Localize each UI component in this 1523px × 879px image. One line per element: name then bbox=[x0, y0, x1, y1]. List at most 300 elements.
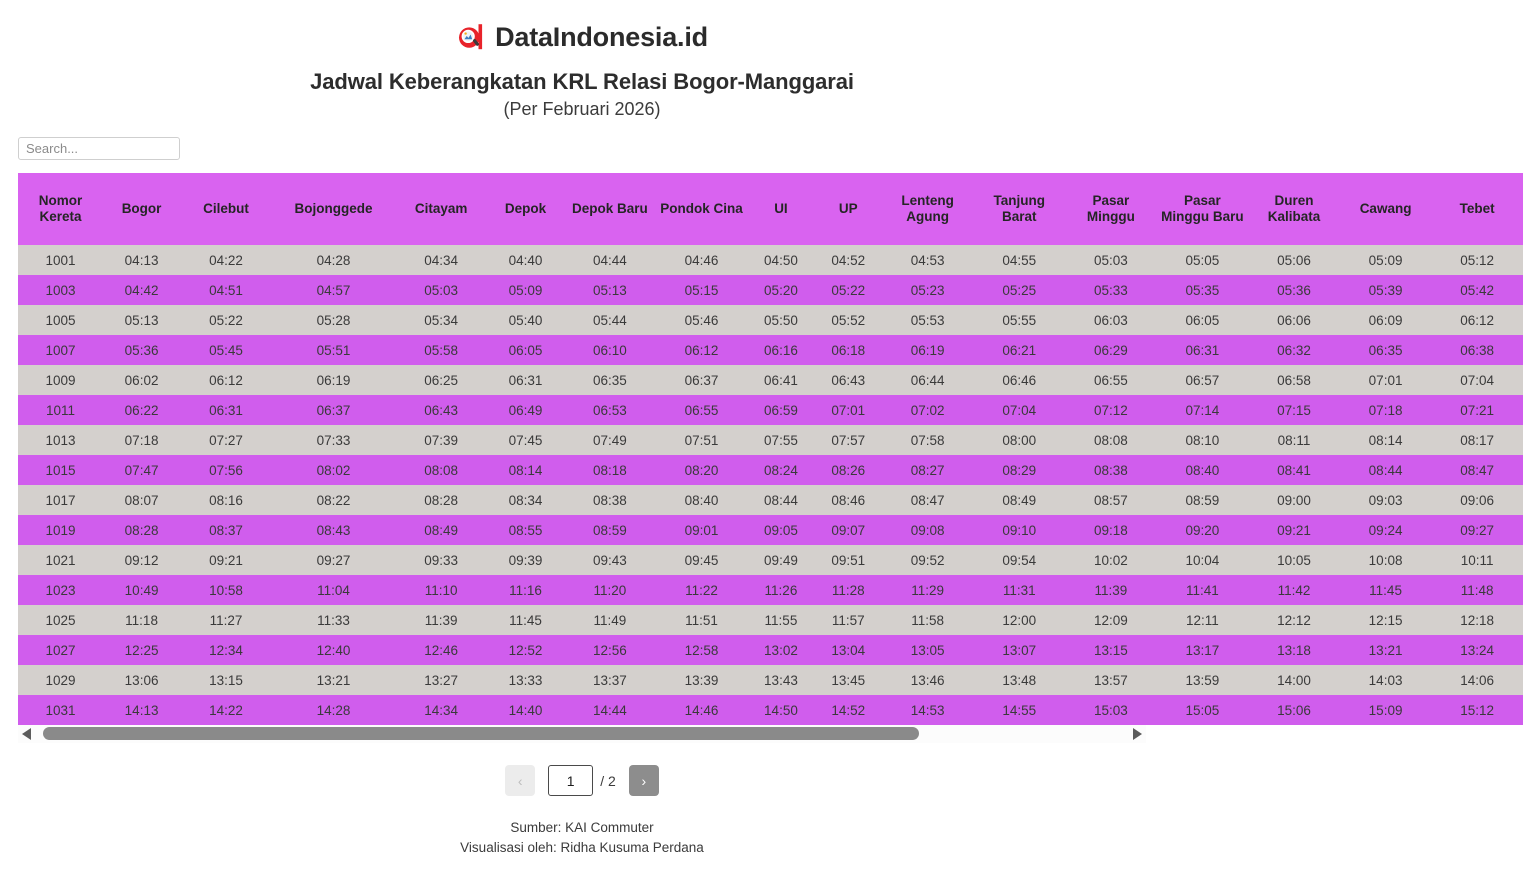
departure-time-cell: 08:37 bbox=[180, 515, 272, 545]
table-row bbox=[18, 305, 1523, 335]
departure-time-cell: 05:50 bbox=[747, 305, 814, 335]
departure-time-cell: 14:52 bbox=[815, 695, 882, 725]
departure-time-cell: 07:27 bbox=[180, 425, 272, 455]
departure-time-cell: 06:35 bbox=[1340, 335, 1432, 365]
departure-time-cell: 06:43 bbox=[395, 395, 487, 425]
departure-time-cell: 04:28 bbox=[272, 245, 396, 275]
departure-time-cell: 11:39 bbox=[395, 605, 487, 635]
departure-time-cell: 04:50 bbox=[747, 245, 814, 275]
column-header[interactable]: Bojonggede bbox=[272, 173, 396, 245]
departure-time-cell: 08:10 bbox=[1157, 425, 1249, 455]
table-row bbox=[18, 605, 1523, 635]
train-number-cell: 1007 bbox=[18, 335, 103, 365]
train-number-cell: 1027 bbox=[18, 635, 103, 665]
triangle-right-icon[interactable] bbox=[1129, 725, 1146, 743]
departure-time-cell: 06:57 bbox=[1157, 365, 1249, 395]
table-row bbox=[18, 515, 1523, 545]
departure-time-cell: 05:23 bbox=[882, 275, 974, 305]
departure-time-cell: 06:22 bbox=[103, 395, 180, 425]
departure-time-cell: 04:40 bbox=[487, 245, 564, 275]
departure-time-cell: 04:42 bbox=[103, 275, 180, 305]
column-header[interactable]: UP bbox=[815, 173, 882, 245]
column-header[interactable]: Depok bbox=[487, 173, 564, 245]
departure-time-cell: 11:28 bbox=[815, 575, 882, 605]
departure-time-cell: 05:35 bbox=[1157, 275, 1249, 305]
departure-time-cell: 06:38 bbox=[1431, 335, 1523, 365]
departure-time-cell: 08:43 bbox=[272, 515, 396, 545]
column-header[interactable]: Tanjung Barat bbox=[973, 173, 1065, 245]
departure-time-cell: 08:27 bbox=[882, 455, 974, 485]
departure-time-cell: 08:38 bbox=[564, 485, 656, 515]
train-number-cell: 1005 bbox=[18, 305, 103, 335]
departure-time-cell: 04:51 bbox=[180, 275, 272, 305]
table-row bbox=[18, 455, 1523, 485]
departure-time-cell: 09:06 bbox=[1431, 485, 1523, 515]
column-header[interactable]: Citayam bbox=[395, 173, 487, 245]
departure-time-cell: 05:58 bbox=[395, 335, 487, 365]
departure-time-cell: 06:02 bbox=[103, 365, 180, 395]
departure-time-cell: 11:45 bbox=[1340, 575, 1432, 605]
departure-time-cell: 13:15 bbox=[1065, 635, 1157, 665]
departure-time-cell: 05:36 bbox=[103, 335, 180, 365]
departure-time-cell: 13:48 bbox=[973, 665, 1065, 695]
departure-time-cell: 13:17 bbox=[1157, 635, 1249, 665]
departure-time-cell: 06:09 bbox=[1340, 305, 1432, 335]
departure-time-cell: 04:52 bbox=[815, 245, 882, 275]
departure-time-cell: 11:20 bbox=[564, 575, 656, 605]
departure-time-cell: 05:55 bbox=[973, 305, 1065, 335]
departure-time-cell: 09:10 bbox=[973, 515, 1065, 545]
table-row bbox=[18, 335, 1523, 365]
departure-time-cell: 06:19 bbox=[272, 365, 396, 395]
departure-time-cell: 11:48 bbox=[1431, 575, 1523, 605]
departure-time-cell: 08:17 bbox=[1431, 425, 1523, 455]
page-number-input[interactable] bbox=[548, 765, 593, 796]
departure-time-cell: 06:44 bbox=[882, 365, 974, 395]
departure-time-cell: 05:36 bbox=[1248, 275, 1340, 305]
departure-time-cell: 14:46 bbox=[656, 695, 748, 725]
departure-time-cell: 08:34 bbox=[487, 485, 564, 515]
column-header[interactable]: Pasar Minggu Baru bbox=[1157, 173, 1249, 245]
table-row bbox=[18, 275, 1523, 305]
departure-time-cell: 08:20 bbox=[656, 455, 748, 485]
departure-time-cell: 15:12 bbox=[1431, 695, 1523, 725]
scrollbar-track[interactable] bbox=[35, 725, 1129, 743]
table-body bbox=[18, 245, 1523, 725]
table-row bbox=[18, 575, 1523, 605]
departure-time-cell: 12:11 bbox=[1157, 605, 1249, 635]
departure-time-cell: 08:57 bbox=[1065, 485, 1157, 515]
page-subtitle: (Per Februari 2026) bbox=[503, 99, 661, 119]
departure-time-cell: 04:44 bbox=[564, 245, 656, 275]
departure-time-cell: 06:37 bbox=[656, 365, 748, 395]
departure-time-cell: 11:18 bbox=[103, 605, 180, 635]
departure-time-cell: 11:33 bbox=[272, 605, 396, 635]
footer bbox=[0, 818, 1164, 859]
column-header[interactable]: UI bbox=[747, 173, 814, 245]
departure-time-cell: 12:15 bbox=[1340, 605, 1432, 635]
departure-time-cell: 07:04 bbox=[973, 395, 1065, 425]
departure-time-cell: 10:58 bbox=[180, 575, 272, 605]
column-header[interactable]: Lenteng Agung bbox=[882, 173, 974, 245]
departure-time-cell: 11:45 bbox=[487, 605, 564, 635]
departure-time-cell: 08:11 bbox=[1248, 425, 1340, 455]
departure-time-cell: 13:37 bbox=[564, 665, 656, 695]
departure-time-cell: 13:33 bbox=[487, 665, 564, 695]
departure-time-cell: 05:13 bbox=[103, 305, 180, 335]
departure-time-cell: 11:55 bbox=[747, 605, 814, 635]
departure-time-cell: 11:27 bbox=[180, 605, 272, 635]
column-header[interactable]: Pasar Minggu bbox=[1065, 173, 1157, 245]
magnifier-d-logo-icon bbox=[456, 22, 486, 52]
departure-time-cell: 11:29 bbox=[882, 575, 974, 605]
train-number-cell: 1021 bbox=[18, 545, 103, 575]
column-header[interactable]: Cawang bbox=[1340, 173, 1432, 245]
departure-time-cell: 14:40 bbox=[487, 695, 564, 725]
departure-time-cell: 07:57 bbox=[815, 425, 882, 455]
departure-time-cell: 09:39 bbox=[487, 545, 564, 575]
departure-time-cell: 14:00 bbox=[1248, 665, 1340, 695]
total-pages-label: / 2 bbox=[600, 772, 616, 789]
train-number-cell: 1009 bbox=[18, 365, 103, 395]
departure-time-cell: 09:43 bbox=[564, 545, 656, 575]
train-number-cell: 1017 bbox=[18, 485, 103, 515]
departure-time-cell: 08:14 bbox=[1340, 425, 1432, 455]
departure-time-cell: 05:28 bbox=[272, 305, 396, 335]
departure-time-cell: 06:58 bbox=[1248, 365, 1340, 395]
departure-time-cell: 09:21 bbox=[180, 545, 272, 575]
departure-time-cell: 09:45 bbox=[656, 545, 748, 575]
departure-time-cell: 15:03 bbox=[1065, 695, 1157, 725]
departure-time-cell: 08:44 bbox=[1340, 455, 1432, 485]
departure-time-cell: 06:41 bbox=[747, 365, 814, 395]
departure-time-cell: 09:24 bbox=[1340, 515, 1432, 545]
footer-source: Sumber: KAI Commuter bbox=[510, 820, 654, 835]
departure-time-cell: 08:40 bbox=[656, 485, 748, 515]
departure-time-cell: 06:31 bbox=[180, 395, 272, 425]
departure-time-cell: 04:46 bbox=[656, 245, 748, 275]
departure-time-cell: 05:52 bbox=[815, 305, 882, 335]
departure-time-cell: 05:53 bbox=[882, 305, 974, 335]
triangle-left-icon[interactable] bbox=[18, 725, 35, 743]
departure-time-cell: 13:43 bbox=[747, 665, 814, 695]
departure-time-cell: 05:40 bbox=[487, 305, 564, 335]
departure-time-cell: 15:06 bbox=[1248, 695, 1340, 725]
departure-time-cell: 12:34 bbox=[180, 635, 272, 665]
departure-time-cell: 13:06 bbox=[103, 665, 180, 695]
departure-time-cell: 08:40 bbox=[1157, 455, 1249, 485]
table-row bbox=[18, 365, 1523, 395]
departure-time-cell: 05:39 bbox=[1340, 275, 1432, 305]
departure-time-cell: 08:59 bbox=[1157, 485, 1249, 515]
departure-time-cell: 08:55 bbox=[487, 515, 564, 545]
previous-page-button[interactable]: ‹ bbox=[505, 765, 535, 796]
train-number-cell: 1013 bbox=[18, 425, 103, 455]
schedule-table-viewport bbox=[18, 173, 1495, 725]
departure-time-cell: 08:47 bbox=[882, 485, 974, 515]
departure-time-cell: 07:01 bbox=[815, 395, 882, 425]
departure-time-cell: 15:09 bbox=[1340, 695, 1432, 725]
departure-time-cell: 05:09 bbox=[487, 275, 564, 305]
departure-time-cell: 14:53 bbox=[882, 695, 974, 725]
departure-time-cell: 04:57 bbox=[272, 275, 396, 305]
departure-time-cell: 06:55 bbox=[1065, 365, 1157, 395]
search-input[interactable] bbox=[18, 137, 180, 160]
departure-time-cell: 11:42 bbox=[1248, 575, 1340, 605]
departure-time-cell: 08:24 bbox=[747, 455, 814, 485]
departure-time-cell: 07:12 bbox=[1065, 395, 1157, 425]
departure-time-cell: 05:03 bbox=[395, 275, 487, 305]
column-header[interactable]: Depok Baru bbox=[564, 173, 656, 245]
departure-time-cell: 06:55 bbox=[656, 395, 748, 425]
departure-time-cell: 06:05 bbox=[487, 335, 564, 365]
departure-time-cell: 13:45 bbox=[815, 665, 882, 695]
departure-time-cell: 07:02 bbox=[882, 395, 974, 425]
horizontal-scrollbar[interactable] bbox=[18, 725, 1146, 743]
departure-time-cell: 13:21 bbox=[1340, 635, 1432, 665]
departure-time-cell: 09:21 bbox=[1248, 515, 1340, 545]
departure-time-cell: 14:34 bbox=[395, 695, 487, 725]
departure-time-cell: 13:15 bbox=[180, 665, 272, 695]
departure-time-cell: 09:49 bbox=[747, 545, 814, 575]
departure-time-cell: 06:16 bbox=[747, 335, 814, 365]
departure-time-cell: 11:22 bbox=[656, 575, 748, 605]
departure-time-cell: 04:22 bbox=[180, 245, 272, 275]
departure-time-cell: 13:27 bbox=[395, 665, 487, 695]
departure-time-cell: 05:13 bbox=[564, 275, 656, 305]
departure-time-cell: 08:29 bbox=[973, 455, 1065, 485]
departure-time-cell: 11:51 bbox=[656, 605, 748, 635]
departure-time-cell: 13:04 bbox=[815, 635, 882, 665]
departure-time-cell: 05:51 bbox=[272, 335, 396, 365]
departure-time-cell: 05:45 bbox=[180, 335, 272, 365]
departure-time-cell: 07:51 bbox=[656, 425, 748, 455]
departure-time-cell: 07:21 bbox=[1431, 395, 1523, 425]
departure-time-cell: 08:08 bbox=[1065, 425, 1157, 455]
train-number-cell: 1003 bbox=[18, 275, 103, 305]
departure-time-cell: 05:46 bbox=[656, 305, 748, 335]
column-header[interactable]: Nomor Kereta bbox=[18, 173, 103, 245]
departure-time-cell: 06:12 bbox=[1431, 305, 1523, 335]
departure-time-cell: 05:22 bbox=[180, 305, 272, 335]
departure-time-cell: 05:44 bbox=[564, 305, 656, 335]
departure-time-cell: 09:27 bbox=[1431, 515, 1523, 545]
departure-time-cell: 08:44 bbox=[747, 485, 814, 515]
table-row bbox=[18, 395, 1523, 425]
departure-time-cell: 10:04 bbox=[1157, 545, 1249, 575]
departure-time-cell: 08:47 bbox=[1431, 455, 1523, 485]
departure-time-cell: 11:16 bbox=[487, 575, 564, 605]
departure-time-cell: 13:05 bbox=[882, 635, 974, 665]
departure-time-cell: 09:03 bbox=[1340, 485, 1432, 515]
departure-time-cell: 11:04 bbox=[272, 575, 396, 605]
departure-time-cell: 08:26 bbox=[815, 455, 882, 485]
departure-time-cell: 14:22 bbox=[180, 695, 272, 725]
departure-time-cell: 05:12 bbox=[1431, 245, 1523, 275]
departure-time-cell: 07:18 bbox=[103, 425, 180, 455]
pagination bbox=[0, 765, 1164, 796]
departure-time-cell: 12:58 bbox=[656, 635, 748, 665]
search-area bbox=[0, 120, 1164, 160]
train-number-cell: 1019 bbox=[18, 515, 103, 545]
train-number-cell: 1015 bbox=[18, 455, 103, 485]
table-row bbox=[18, 635, 1523, 665]
train-number-cell: 1025 bbox=[18, 605, 103, 635]
footer-credit: Visualisasi oleh: Ridha Kusuma Perdana bbox=[460, 840, 704, 856]
departure-time-cell: 05:25 bbox=[973, 275, 1065, 305]
departure-time-cell: 04:34 bbox=[395, 245, 487, 275]
departure-time-cell: 10:05 bbox=[1248, 545, 1340, 575]
departure-time-cell: 06:12 bbox=[180, 365, 272, 395]
train-number-cell: 1011 bbox=[18, 395, 103, 425]
departure-time-cell: 09:12 bbox=[103, 545, 180, 575]
table-row bbox=[18, 545, 1523, 575]
departure-time-cell: 14:06 bbox=[1431, 665, 1523, 695]
departure-time-cell: 10:08 bbox=[1340, 545, 1432, 575]
header-row bbox=[18, 173, 1523, 245]
departure-time-cell: 06:31 bbox=[487, 365, 564, 395]
departure-time-cell: 09:18 bbox=[1065, 515, 1157, 545]
departure-time-cell: 12:56 bbox=[564, 635, 656, 665]
departure-time-cell: 10:49 bbox=[103, 575, 180, 605]
column-header[interactable]: Tebet bbox=[1431, 173, 1523, 245]
table-head bbox=[18, 173, 1523, 245]
departure-time-cell: 11:39 bbox=[1065, 575, 1157, 605]
departure-time-cell: 11:10 bbox=[395, 575, 487, 605]
departure-time-cell: 06:32 bbox=[1248, 335, 1340, 365]
departure-time-cell: 12:25 bbox=[103, 635, 180, 665]
departure-time-cell: 06:53 bbox=[564, 395, 656, 425]
departure-time-cell: 13:18 bbox=[1248, 635, 1340, 665]
column-header[interactable]: Duren Kalibata bbox=[1248, 173, 1340, 245]
departure-time-cell: 13:24 bbox=[1431, 635, 1523, 665]
departure-time-cell: 07:04 bbox=[1431, 365, 1523, 395]
next-page-button[interactable]: › bbox=[629, 765, 659, 796]
departure-time-cell: 13:07 bbox=[973, 635, 1065, 665]
departure-time-cell: 11:49 bbox=[564, 605, 656, 635]
departure-time-cell: 08:08 bbox=[395, 455, 487, 485]
departure-time-cell: 04:53 bbox=[882, 245, 974, 275]
departure-time-cell: 12:52 bbox=[487, 635, 564, 665]
departure-time-cell: 05:20 bbox=[747, 275, 814, 305]
departure-time-cell: 09:01 bbox=[656, 515, 748, 545]
departure-time-cell: 07:45 bbox=[487, 425, 564, 455]
departure-time-cell: 06:25 bbox=[395, 365, 487, 395]
departure-time-cell: 08:22 bbox=[272, 485, 396, 515]
departure-time-cell: 08:49 bbox=[973, 485, 1065, 515]
departure-time-cell: 08:16 bbox=[180, 485, 272, 515]
table-row bbox=[18, 425, 1523, 455]
departure-time-cell: 08:02 bbox=[272, 455, 396, 485]
departure-time-cell: 09:00 bbox=[1248, 485, 1340, 515]
departure-time-cell: 07:55 bbox=[747, 425, 814, 455]
departure-time-cell: 08:00 bbox=[973, 425, 1065, 455]
departure-time-cell: 04:13 bbox=[103, 245, 180, 275]
departure-time-cell: 07:47 bbox=[103, 455, 180, 485]
departure-time-cell: 08:59 bbox=[564, 515, 656, 545]
departure-time-cell: 05:09 bbox=[1340, 245, 1432, 275]
departure-time-cell: 09:51 bbox=[815, 545, 882, 575]
departure-time-cell: 13:39 bbox=[656, 665, 748, 695]
departure-time-cell: 09:54 bbox=[973, 545, 1065, 575]
departure-time-cell: 05:05 bbox=[1157, 245, 1249, 275]
departure-time-cell: 08:46 bbox=[815, 485, 882, 515]
departure-time-cell: 09:52 bbox=[882, 545, 974, 575]
departure-time-cell: 06:06 bbox=[1248, 305, 1340, 335]
table-row bbox=[18, 695, 1523, 725]
departure-time-cell: 07:56 bbox=[180, 455, 272, 485]
departure-time-cell: 12:46 bbox=[395, 635, 487, 665]
departure-time-cell: 14:13 bbox=[103, 695, 180, 725]
departure-time-cell: 08:18 bbox=[564, 455, 656, 485]
table-row bbox=[18, 485, 1523, 515]
departure-time-cell: 09:20 bbox=[1157, 515, 1249, 545]
departure-time-cell: 04:55 bbox=[973, 245, 1065, 275]
departure-time-cell: 06:12 bbox=[656, 335, 748, 365]
departure-time-cell: 12:40 bbox=[272, 635, 396, 665]
departure-time-cell: 13:02 bbox=[747, 635, 814, 665]
departure-time-cell: 13:21 bbox=[272, 665, 396, 695]
departure-time-cell: 12:00 bbox=[973, 605, 1065, 635]
scrollbar-thumb[interactable] bbox=[43, 727, 919, 740]
departure-time-cell: 14:50 bbox=[747, 695, 814, 725]
departure-time-cell: 05:42 bbox=[1431, 275, 1523, 305]
departure-time-cell: 05:03 bbox=[1065, 245, 1157, 275]
departure-time-cell: 14:44 bbox=[564, 695, 656, 725]
departure-time-cell: 07:15 bbox=[1248, 395, 1340, 425]
departure-time-cell: 06:46 bbox=[973, 365, 1065, 395]
column-header[interactable]: Pondok Cina bbox=[656, 173, 748, 245]
column-header[interactable]: Bogor bbox=[103, 173, 180, 245]
departure-time-cell: 07:58 bbox=[882, 425, 974, 455]
departure-time-cell: 09:05 bbox=[747, 515, 814, 545]
departure-time-cell: 13:57 bbox=[1065, 665, 1157, 695]
train-number-cell: 1023 bbox=[18, 575, 103, 605]
train-number-cell: 1031 bbox=[18, 695, 103, 725]
departure-time-cell: 05:15 bbox=[656, 275, 748, 305]
column-header[interactable]: Cilebut bbox=[180, 173, 272, 245]
departure-time-cell: 13:46 bbox=[882, 665, 974, 695]
departure-time-cell: 11:58 bbox=[882, 605, 974, 635]
departure-time-cell: 11:26 bbox=[747, 575, 814, 605]
train-number-cell: 1029 bbox=[18, 665, 103, 695]
departure-time-cell: 06:10 bbox=[564, 335, 656, 365]
departure-time-cell: 12:12 bbox=[1248, 605, 1340, 635]
departure-time-cell: 06:18 bbox=[815, 335, 882, 365]
departure-time-cell: 06:29 bbox=[1065, 335, 1157, 365]
departure-time-cell: 09:33 bbox=[395, 545, 487, 575]
departure-time-cell: 07:33 bbox=[272, 425, 396, 455]
departure-time-cell: 08:14 bbox=[487, 455, 564, 485]
departure-time-cell: 07:39 bbox=[395, 425, 487, 455]
schedule-table bbox=[18, 173, 1523, 725]
departure-time-cell: 09:27 bbox=[272, 545, 396, 575]
departure-time-cell: 15:05 bbox=[1157, 695, 1249, 725]
departure-time-cell: 06:43 bbox=[815, 365, 882, 395]
departure-time-cell: 12:18 bbox=[1431, 605, 1523, 635]
departure-time-cell: 08:28 bbox=[395, 485, 487, 515]
departure-time-cell: 08:38 bbox=[1065, 455, 1157, 485]
departure-time-cell: 08:28 bbox=[103, 515, 180, 545]
table-row bbox=[18, 245, 1523, 275]
departure-time-cell: 06:49 bbox=[487, 395, 564, 425]
departure-time-cell: 05:22 bbox=[815, 275, 882, 305]
brand-header bbox=[0, 0, 1164, 52]
departure-time-cell: 06:05 bbox=[1157, 305, 1249, 335]
departure-time-cell: 08:07 bbox=[103, 485, 180, 515]
departure-time-cell: 10:11 bbox=[1431, 545, 1523, 575]
departure-time-cell: 11:31 bbox=[973, 575, 1065, 605]
